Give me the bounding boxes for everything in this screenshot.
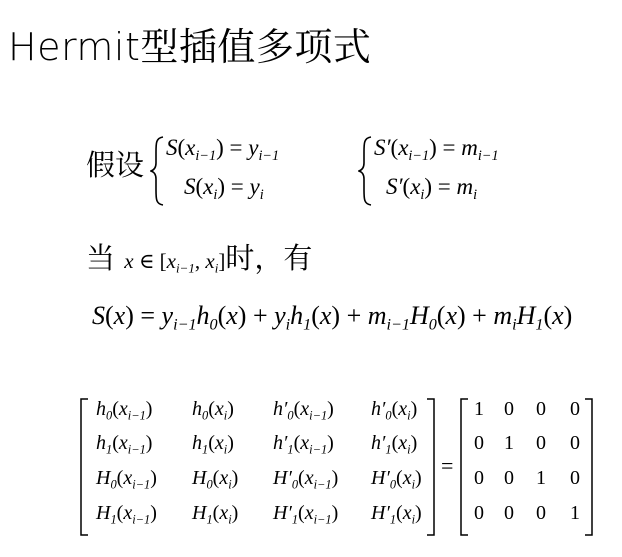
interval-expression: x ∈ [$x_{i-1}$, $x_i$] [124, 249, 226, 276]
lhs-cell: $H'_0(x_i)$ [371, 467, 422, 492]
identity-cell: 1 [570, 502, 580, 524]
lhs-cell: $H'_0(x_{i-1})$ [273, 467, 339, 492]
interval-line [86, 236, 312, 277]
identity-cell: 0 [536, 502, 546, 524]
condition-value-start: $S(x_{i-1}) = y_{i-1}$ [166, 135, 280, 164]
lhs-cell: $h_1(x_{i-1})$ [96, 432, 153, 457]
identity-cell: 0 [570, 467, 580, 489]
identity-cell: 0 [504, 502, 514, 524]
condition-derivative-end: $S'(x_i) = m_i$ [386, 174, 478, 203]
identity-cell: 0 [474, 467, 484, 489]
lhs-cell: $h'_1(x_{i-1})$ [273, 432, 334, 457]
identity-cell: 1 [504, 432, 514, 454]
lhs-cell: $H'_1(x_i)$ [371, 502, 422, 527]
lhs-cell: $H_1(x_{i-1})$ [96, 502, 157, 527]
identity-cell: 1 [474, 398, 484, 420]
hermite-formula: $S(x) = y_{i-1}h_0(x) + y_ih_1(x) + m_{i-1}H_0(x) + m_iH_1(x)$ [92, 301, 573, 334]
matrix-equals-sign: = [441, 453, 454, 478]
identity-cell: 0 [504, 398, 514, 420]
condition-value-end: $S(x_i) = y_i$ [184, 174, 264, 203]
identity-cell: 0 [504, 467, 514, 489]
interval-suffix: 时，有 [225, 241, 313, 275]
lhs-cell: $h_1(x_i)$ [192, 432, 234, 457]
lhs-cell: $H_0(x_i)$ [192, 467, 239, 492]
identity-cell: 1 [536, 467, 546, 489]
identity-cell: 0 [570, 398, 580, 420]
identity-cell: 0 [474, 432, 484, 454]
identity-cell: 0 [570, 432, 580, 454]
left-brace-2 [358, 135, 374, 207]
lhs-cell: $H_1(x_i)$ [192, 502, 239, 527]
left-brace-1 [150, 135, 166, 207]
rhs-left-bracket [458, 398, 470, 536]
assumption-prefix: 假设 [86, 148, 145, 182]
lhs-cell: $H_0(x_{i-1})$ [96, 467, 157, 492]
lhs-cell: $h_0(x_{i-1})$ [96, 398, 153, 423]
identity-cell: 0 [536, 398, 546, 420]
identity-cell: 0 [536, 432, 546, 454]
lhs-right-bracket [425, 398, 437, 536]
rhs-right-bracket [583, 398, 595, 536]
lhs-cell: $h_0(x_i)$ [192, 398, 234, 423]
lhs-left-bracket [78, 398, 90, 536]
lhs-cell: $h'_0(x_{i-1})$ [273, 398, 334, 423]
identity-cell: 0 [474, 502, 484, 524]
condition-derivative-start: $S'(x_{i-1}) = m_{i-1}$ [374, 135, 499, 164]
lhs-cell: $h'_0(x_i)$ [371, 398, 418, 423]
lhs-cell: $h'_1(x_i)$ [371, 432, 418, 457]
slide-title: Hermit型插值多项式 [8, 25, 372, 69]
interval-prefix: 当 [86, 241, 116, 275]
lhs-cell: $H'_1(x_{i-1})$ [273, 502, 339, 527]
